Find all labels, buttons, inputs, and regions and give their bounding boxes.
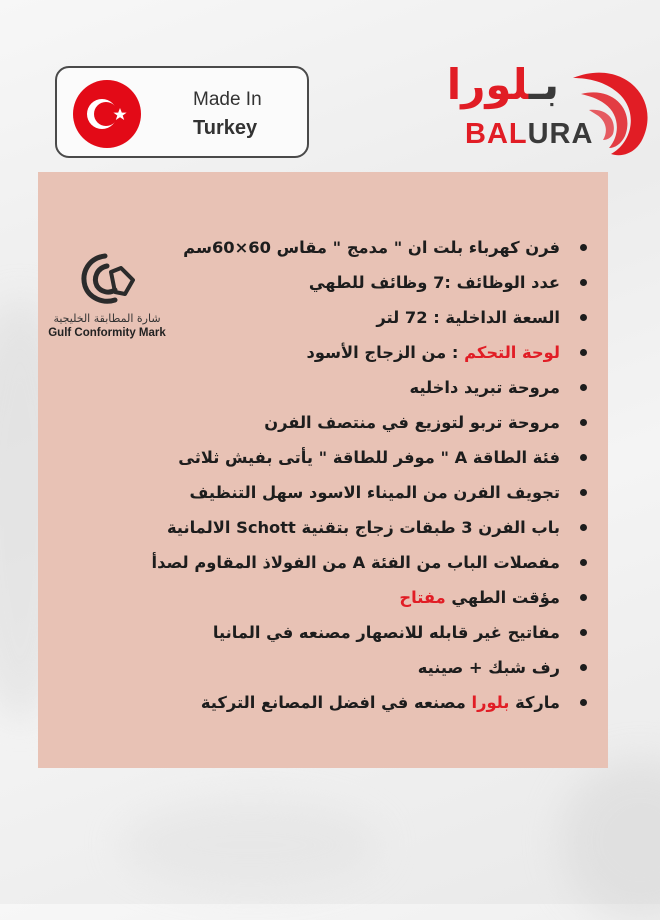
list-item: مروحة تربو لتوزيع في منتصف الفرن <box>90 405 560 440</box>
list-item: مروحة تبريد داخليه <box>90 370 560 405</box>
gulf-conformity-mark <box>38 250 176 350</box>
list-item: باب الفرن 3 طبقات زجاج بتقنية Schott الالمانية <box>90 510 560 545</box>
list-item: رف شبك + صينيه <box>90 650 560 685</box>
made-in-turkey-badge <box>55 66 309 158</box>
list-item: لوحة التحكم : من الزجاج الأسود <box>90 335 560 370</box>
list-item: تجويف الفرن من الميناء الاسود سهل التنظيف <box>90 475 560 510</box>
list-item: السعة الداخلية : 72 لتر <box>90 300 560 335</box>
balura-logo <box>446 56 655 161</box>
badge-line-1: Made In <box>193 89 262 110</box>
logo-arabic-text: بـلورا <box>446 60 559 109</box>
features-panel <box>38 172 608 768</box>
list-item: ماركة بلورا مصنعه في افضل المصانع التركية <box>90 685 560 720</box>
list-item: مفاتيح غير قابله للانصهار مصنعه في المانيا <box>90 615 560 650</box>
logo-english-text: BALURA <box>465 118 594 150</box>
gulf-mark-icon <box>75 250 139 308</box>
list-item: مفصلات الباب من الفئة A من الفولاذ المقاوم لصدأ <box>90 545 560 580</box>
badge-line-2: Turkey <box>193 117 258 139</box>
list-item: فرن كهرباء بلت ان " مدمج " مقاس 60×60سم <box>90 230 560 265</box>
turkey-flag-icon <box>71 78 143 150</box>
background-fold <box>560 760 660 920</box>
list-item: مؤقت الطهي مفتاح <box>90 580 560 615</box>
list-item: عدد الوظائف :7 وظائف للطهي <box>90 265 560 300</box>
gulf-mark-arabic: شارة المطابقة الخليجية <box>53 312 161 325</box>
background-fold <box>120 800 380 890</box>
list-item: فئة الطاقة A " موفر للطاقة " يأتى بفيش ثلاثى <box>90 440 560 475</box>
gulf-mark-english: Gulf Conformity Mark <box>48 327 166 339</box>
